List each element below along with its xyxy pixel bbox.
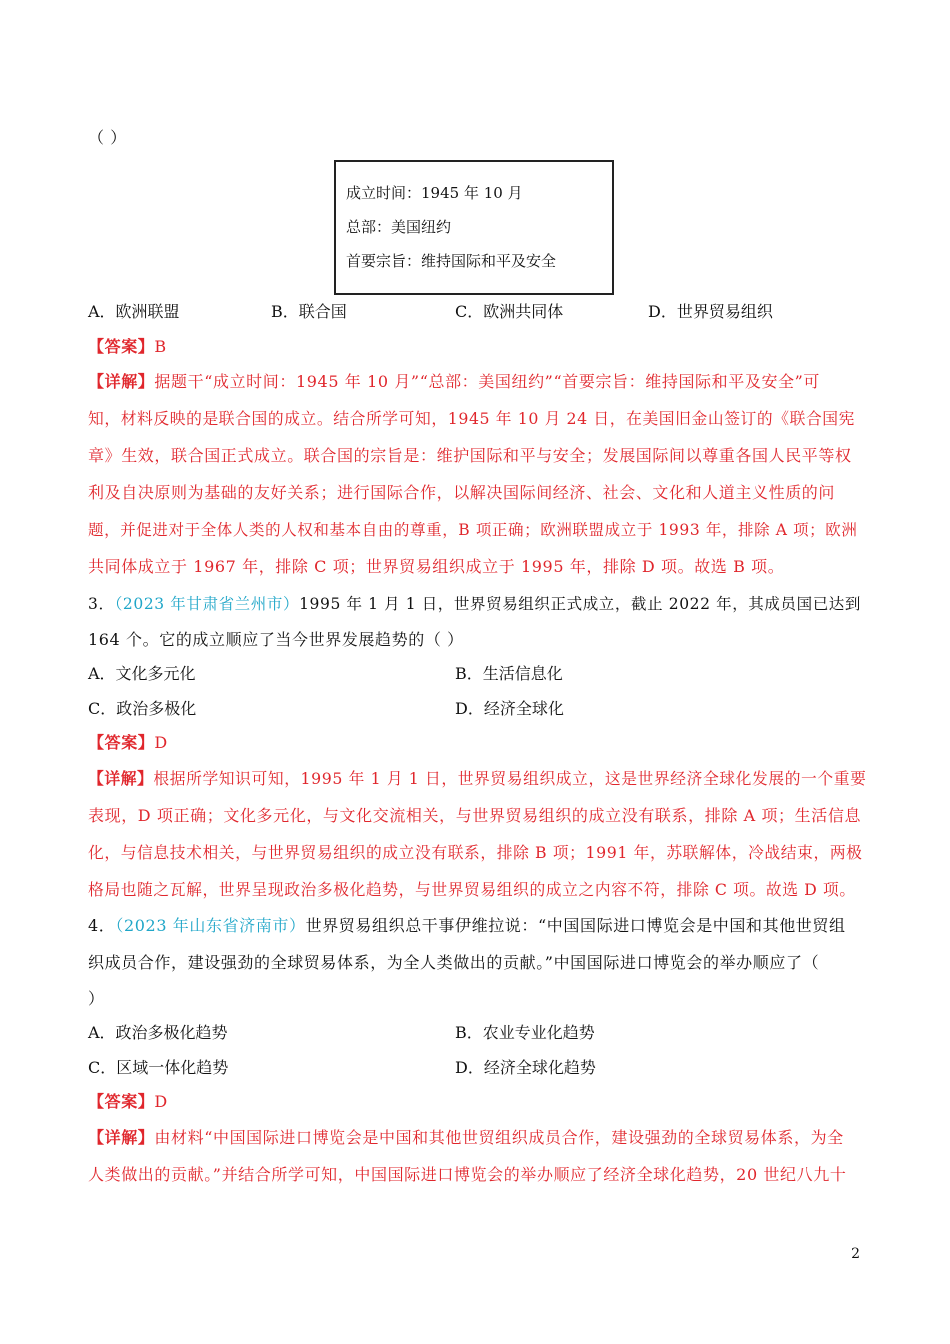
page-number: 2	[851, 1246, 860, 1262]
detail-line: 共同体成立于 1967 年，排除 C 项；世界贸易组织成立于 1995 年，排除 D 项。故选 B 项。	[88, 557, 785, 576]
option-c: C．区域一体化趋势	[88, 1058, 229, 1077]
q2-paren: （ ）	[88, 128, 127, 147]
option-d: D．经济全球化趋势	[455, 1058, 596, 1077]
answer-tag: 【答案】	[88, 733, 155, 752]
detail-line: 利及自决原则为基础的友好关系；进行国际合作，以解决国际间经济、社会、文化和人道主义性质的问	[88, 483, 836, 502]
detail-tag: 【详解】	[88, 1128, 155, 1147]
option-b: B．农业专业化趋势	[455, 1023, 595, 1042]
option-d: D．世界贸易组织	[648, 302, 773, 321]
option-a: A．政治多极化趋势	[88, 1023, 228, 1042]
option-c: C．欧洲共同体	[455, 302, 564, 321]
question-source: （2023 年甘肃省兰州市）	[114, 595, 300, 613]
info-box	[334, 160, 614, 295]
question-4-stem	[88, 915, 866, 937]
detail-line: 题，并促进对于全体人类的人权和基本自由的尊重，B 项正确；欧洲联盟成立于 1993 年，排除 A 项；欧洲	[88, 521, 858, 539]
detail-line: 人类做出的贡献。”并结合所学可知，中国国际进口博览会的举办顺应了经济全球化趋势，20 世纪八九十	[88, 1165, 847, 1184]
detail-line	[88, 1127, 866, 1149]
option-b: B．生活信息化	[455, 664, 563, 683]
stem-line: 164 个。它的成立顺应了当今世界发展趋势的（ ）	[88, 630, 464, 649]
option-d: D．经济全球化	[455, 699, 564, 718]
answer-value: B	[154, 337, 167, 356]
answer-line	[88, 1091, 866, 1113]
detail-line: 格局也随之瓦解，世界呈现政治多极化趋势，与世界贸易组织的成立之内容不符，排除 C 项。故选 D 项。	[88, 880, 856, 899]
detail-line: 化，与信息技术相关，与世界贸易组织的成立没有联系，排除 B 项；1991 年，苏联解体，冷战结束，两极	[88, 843, 863, 862]
question-source: （2023 年山东省济南市）	[115, 916, 306, 935]
detail-tag: 【详解】	[88, 769, 154, 788]
detail-text: 根据所学知识可知，1995 年 1 月 1 日，世界贸易组织成立，这是世界经济全球化发展的一个重要	[153, 769, 867, 788]
detail-text: 据题干“成立时间：1945 年 10 月”“总部：美国纽约”“首要宗旨：维持国际和平及安全”可	[154, 372, 821, 391]
detail-line: 章》生效，联合国正式成立。联合国的宗旨是：维护国际和平与安全；发展国际间以尊重各国人民平等权	[88, 446, 852, 465]
box-line: 首要宗旨：维持国际和平及安全	[346, 252, 557, 270]
stem-text: 世界贸易组织总干事伊维拉说：“中国国际进口博览会是中国和其他世贸组	[305, 916, 846, 935]
detail-line: 表现，D 项正确；文化多元化，与文化交流相关，与世界贸易组织的成立没有联系，排除 A 项；生活信息	[88, 806, 862, 825]
option-a: A．欧洲联盟	[88, 302, 180, 321]
answer-line	[88, 336, 866, 358]
option-b: B．联合国	[271, 302, 347, 321]
answer-tag: 【答案】	[88, 337, 155, 356]
question-number: 3．	[88, 595, 115, 613]
detail-line	[88, 768, 866, 790]
answer-tag: 【答案】	[88, 1092, 155, 1111]
option-c: C．政治多极化	[88, 699, 197, 718]
box-line: 总部：美国纽约	[346, 218, 452, 236]
detail-line: 知，材料反映的是联合国的成立。结合所学可知，1945 年 10 月 24 日，在美国旧金山签订的《联合国宪	[88, 409, 855, 428]
question-number: 4．	[88, 916, 116, 935]
answer-line	[88, 732, 866, 754]
detail-text: 由材料“中国国际进口博览会是中国和其他世贸组织成员合作，建设强劲的全球贸易体系，为全	[154, 1128, 844, 1147]
stem-line: 织成员合作，建设强劲的全球贸易体系，为全人类做出的贡献。”中国国际进口博览会的举办顺应了（	[88, 953, 820, 972]
detail-line	[88, 371, 866, 393]
box-line: 成立时间：1945 年 10 月	[346, 184, 523, 202]
detail-tag: 【详解】	[88, 372, 155, 391]
question-3-stem	[88, 593, 866, 615]
stem-line: ）	[88, 989, 105, 1008]
answer-value: D	[154, 733, 168, 752]
answer-value: D	[154, 1092, 168, 1111]
option-a: A．文化多元化	[88, 664, 196, 683]
stem-text: 1995 年 1 月 1 日，世界贸易组织正式成立，截止 2022 年，其成员国已达到	[299, 595, 862, 613]
